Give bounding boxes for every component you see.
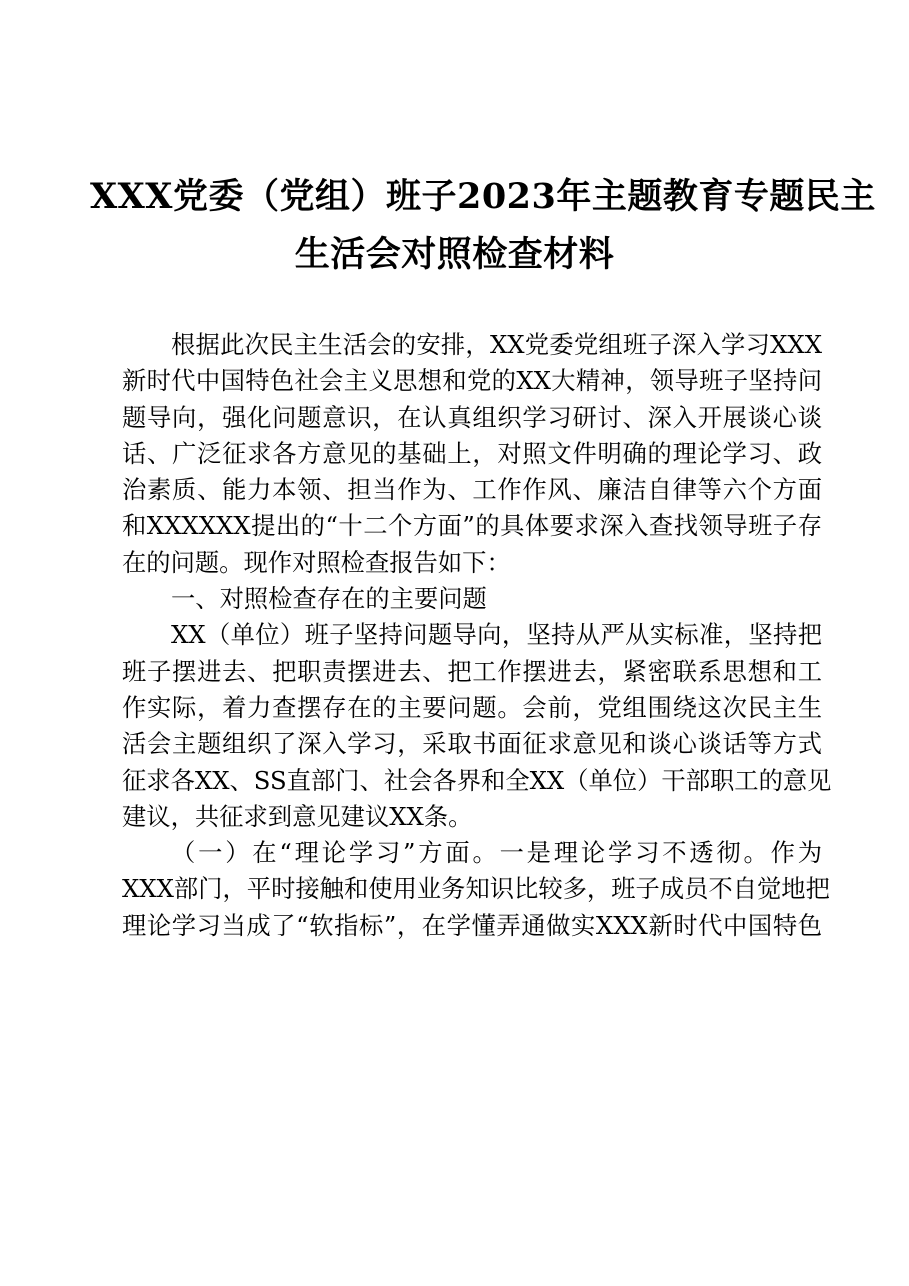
text-line: 新时代中国特色社会主义思想和党的XX大精神，领导班子坚持问 xyxy=(122,366,822,396)
text-line: 题导向，强化问题意识，在认真组织学习研讨、深入开展谈心谈 xyxy=(122,402,822,432)
text-line: 在的问题。现作对照检查报告如下： xyxy=(122,547,511,577)
document-body xyxy=(122,327,832,944)
paragraph-theory xyxy=(122,835,830,944)
text-line: 和XXXXXX提出的“十二个方面”的具体要求深入查找领导班子存 xyxy=(122,511,822,541)
text-line: （一）在“理论学习”方面。一是理论学习不透彻。作为 xyxy=(171,838,822,868)
text-line: 征求各XX、SS直部门、社会各界和全XX（单位）干部职工的意见 xyxy=(122,765,832,795)
title-line: XXX党委（党组）班子2023年主题教育专题民主 xyxy=(90,176,876,217)
text-line: 根据此次民主生活会的安排，XX党委党组班子深入学习XXX xyxy=(171,330,822,359)
text-line: 治素质、能力本领、担当作为、工作作风、廉洁自律等六个方面 xyxy=(122,475,822,505)
section-heading xyxy=(122,581,822,617)
text-line: XX（单位）班子坚持问题导向，坚持从严从实标准，坚持把 xyxy=(171,620,822,650)
paragraph-problems xyxy=(122,617,832,835)
text-line: 活会主题组织了深入学习，采取书面征求意见和谈心谈话等方式 xyxy=(122,729,822,759)
text-line: 一、对照检查存在的主要问题 xyxy=(171,584,487,614)
text-line: 班子摆进去、把职责摆进去、把工作摆进去，紧密联系思想和工 xyxy=(122,656,822,686)
text-line: 理论学习当成了“软指标”，在学懂弄通做实XXX新时代中国特色 xyxy=(122,910,822,940)
paragraph-intro xyxy=(122,327,822,581)
text-line: 话、广泛征求各方意见的基础上，对照文件明确的理论学习、政 xyxy=(122,438,822,468)
text-line: XXX部门，平时接触和使用业务知识比较多，班子成员不自觉地把 xyxy=(122,874,830,904)
text-line: 作实际，着力查摆存在的主要问题。会前，党组围绕这次民主生 xyxy=(122,692,822,722)
title-line: 生活会对照检查材料 xyxy=(294,234,615,275)
text-line: 建议，共征求到意见建议XX条。 xyxy=(122,801,473,831)
document-title xyxy=(90,168,876,284)
